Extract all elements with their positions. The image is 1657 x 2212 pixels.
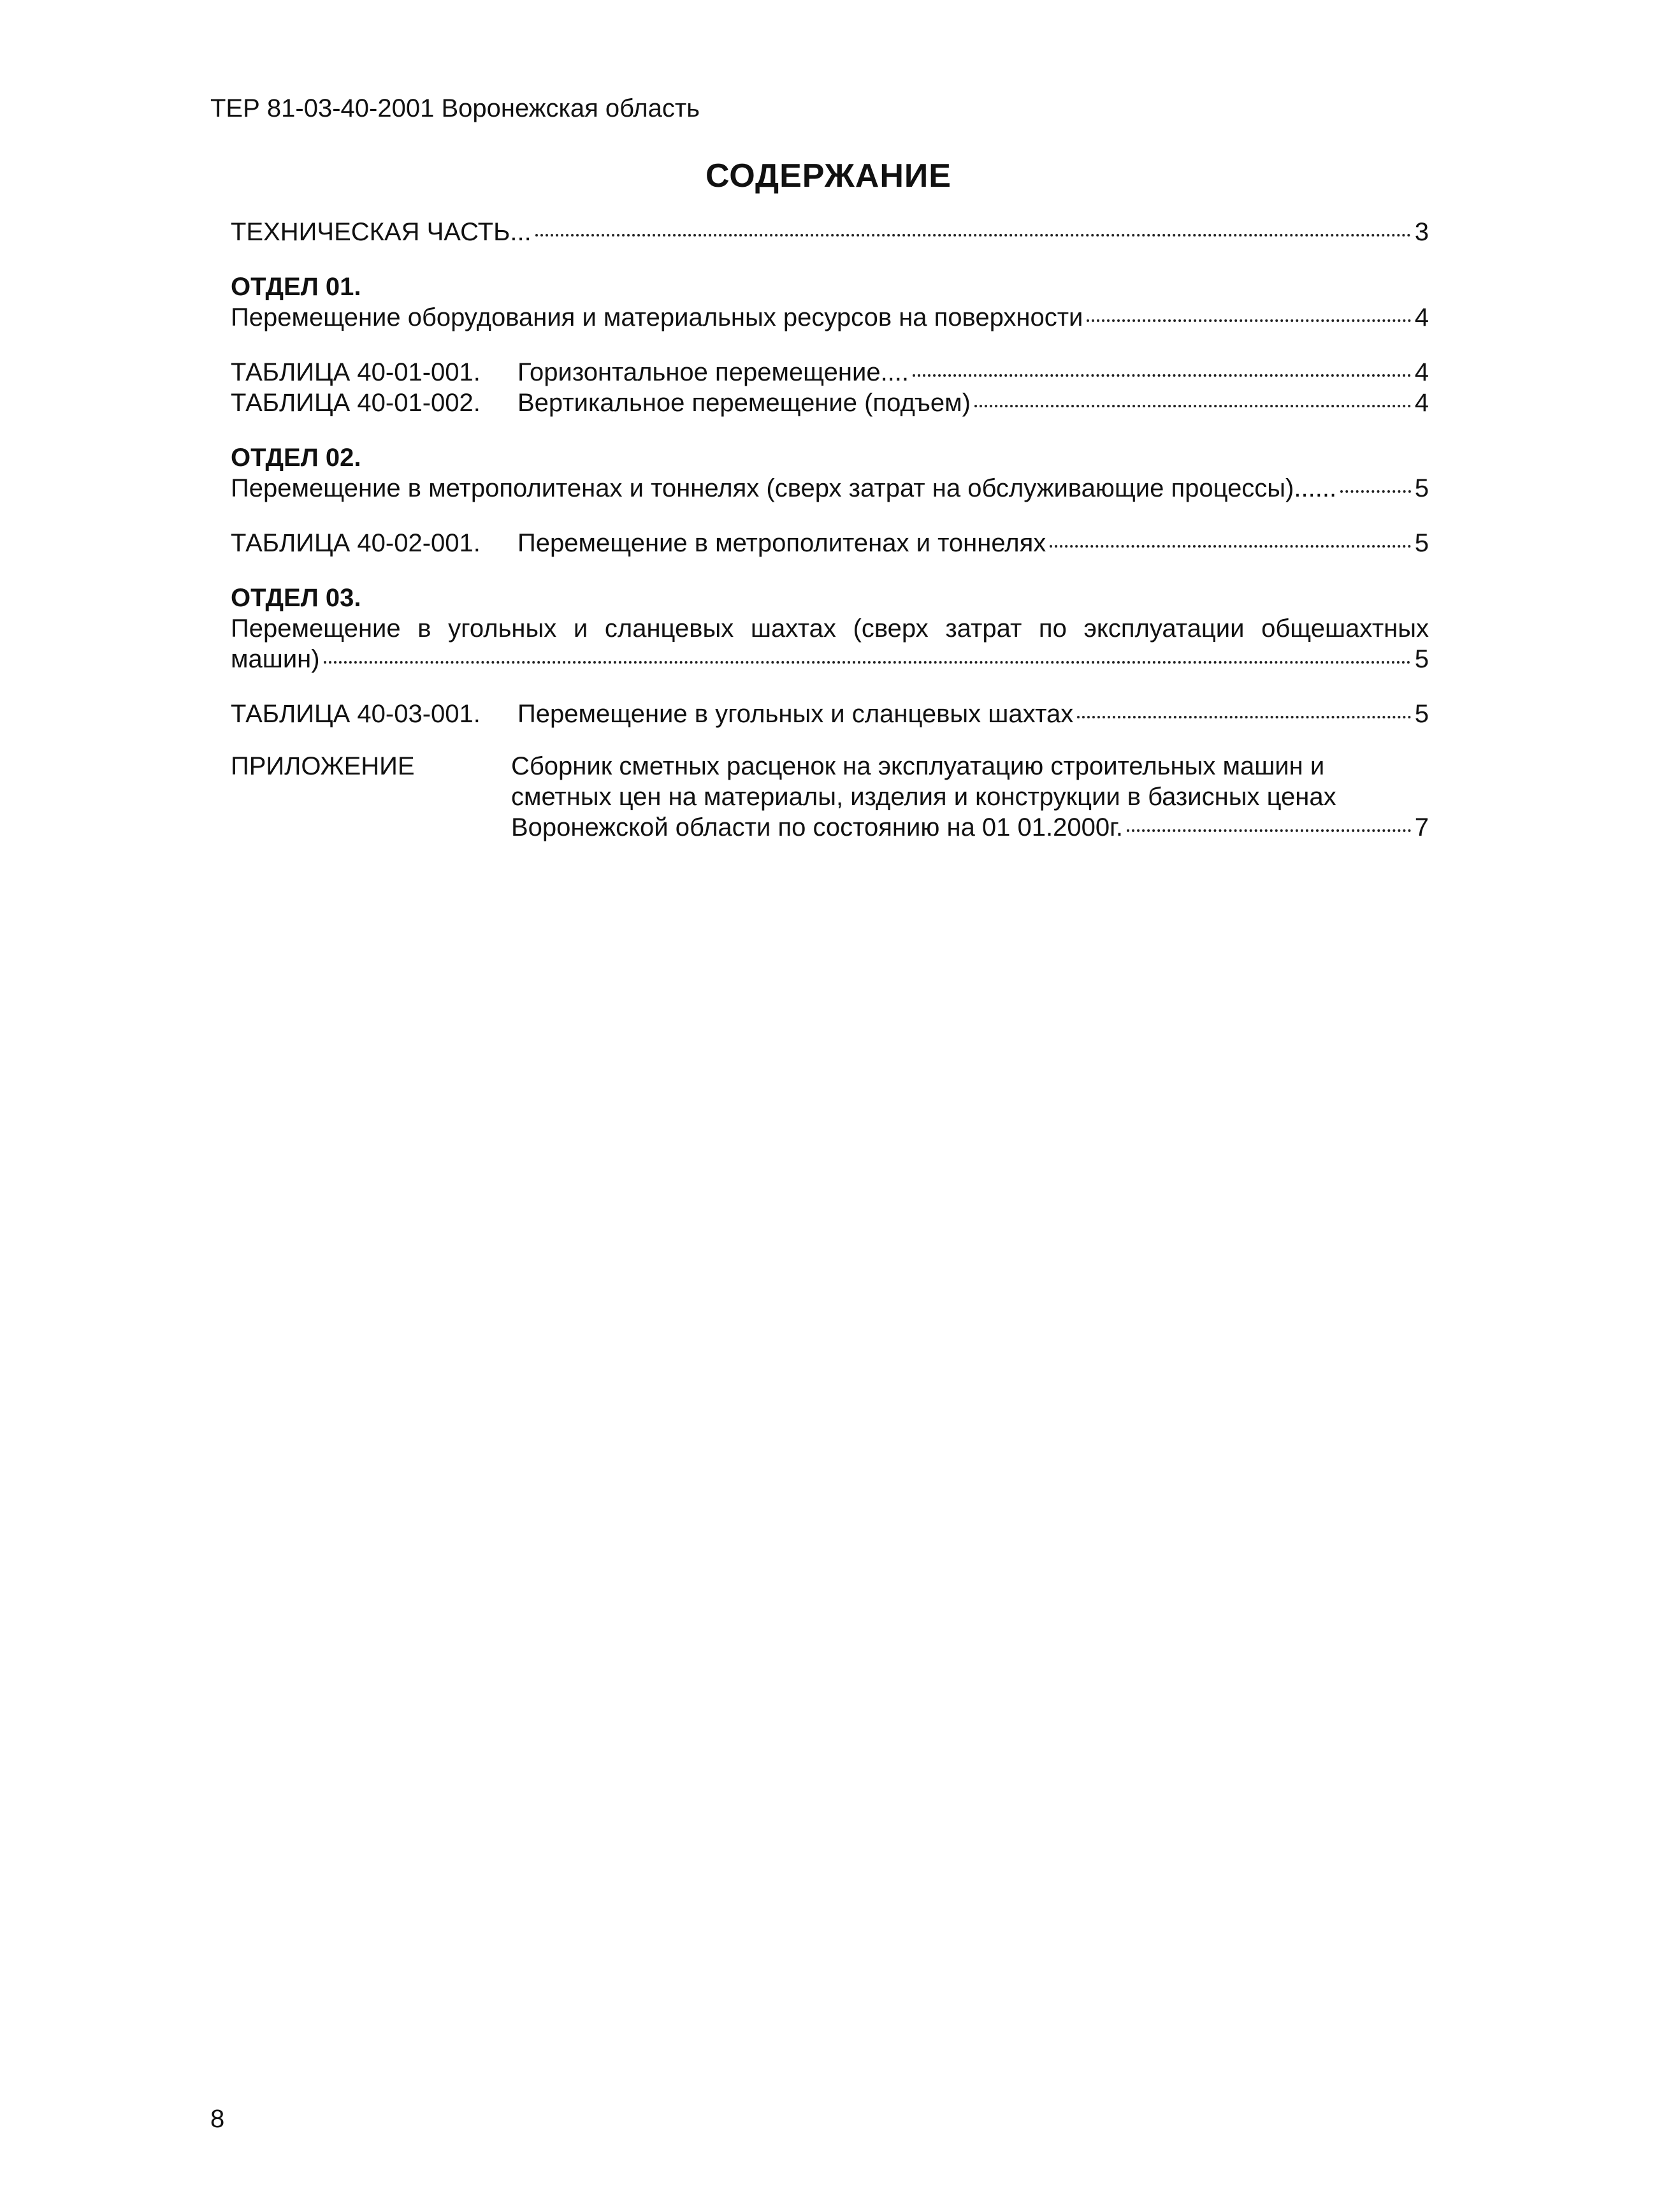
toc-entry-label: Перемещение оборудования и материальных ресурсов на поверхности: [231, 303, 1083, 331]
toc-entry-label: ТЕХНИЧЕСКАЯ ЧАСТЬ...: [231, 218, 532, 246]
table-code: ТАБЛИЦА 40-03-001.: [231, 700, 481, 728]
toc-entry-table-40-01-002[interactable]: [231, 388, 1429, 418]
toc-page-number: 4: [1414, 358, 1429, 386]
toc-entry-section-01[interactable]: [231, 302, 1429, 333]
section-heading-03: ОТДЕЛ 03.: [231, 584, 361, 612]
toc-page-number: 5: [1414, 645, 1429, 673]
toc-page-number: 5: [1414, 529, 1429, 557]
table-title: Вертикальное перемещение (подъем): [517, 389, 971, 417]
dot-leader: [535, 234, 1411, 236]
table-title: Перемещение в метрополитенах и тоннелях: [517, 529, 1046, 557]
appendix-text-line3: Воронежской области по состоянию на 01 01.2000г.: [511, 813, 1123, 841]
table-title: Перемещение в угольных и сланцевых шахтах: [517, 700, 1074, 728]
appendix-text-line1: Сборник сметных расценок на эксплуатацию строительных машин и: [511, 752, 1325, 780]
toc-entry-label-line1: Перемещение в угольных и сланцевых шахтах (сверх затрат по эксплуатации общешахтных: [231, 615, 1429, 643]
spacer: [231, 333, 1429, 357]
toc-entry-appendix[interactable]: [231, 751, 1429, 843]
dot-leader: [1087, 319, 1410, 322]
toc-entry-section-02[interactable]: [231, 473, 1429, 504]
table-code: ТАБЛИЦА 40-01-001.: [231, 358, 481, 386]
running-header: ТЕР 81-03-40-2001 Воронежская область: [210, 94, 700, 122]
toc-entry-label-line2: машин): [231, 645, 320, 673]
dot-leader: [913, 374, 1411, 377]
appendix-label: ПРИЛОЖЕНИЕ: [231, 752, 415, 780]
toc-entry-table-40-02-001[interactable]: [231, 528, 1429, 558]
toc-page-number: 5: [1414, 700, 1429, 728]
toc-page-number: 4: [1414, 303, 1429, 331]
toc-page-number: 4: [1414, 389, 1429, 417]
toc-entry-table-40-03-001[interactable]: [231, 699, 1429, 729]
spacer: [231, 504, 1429, 528]
toc-entry-technical[interactable]: [231, 217, 1429, 247]
page-number: 8: [210, 2105, 225, 2133]
dot-leader: [1077, 716, 1410, 718]
table-of-contents: [231, 217, 1429, 843]
toc-page-number: 3: [1414, 218, 1429, 246]
section-heading-01: ОТДЕЛ 01.: [231, 273, 361, 301]
toc-entry-label: Перемещение в метрополитенах и тоннелях (сверх затрат на обслуживающие процессы)......: [231, 474, 1337, 502]
spacer: [231, 674, 1429, 699]
table-code: ТАБЛИЦА 40-02-001.: [231, 529, 481, 557]
dot-leader: [1340, 490, 1411, 493]
section-heading-02: ОТДЕЛ 02.: [231, 444, 361, 472]
toc-entry-section-03[interactable]: [231, 613, 1429, 674]
dot-leader: [974, 405, 1411, 407]
appendix-text-line2: сметных цен на материалы, изделия и конструкции в базисных ценах: [511, 783, 1336, 811]
dot-leader: [324, 661, 1411, 664]
toc-page-number: 7: [1414, 813, 1429, 841]
table-code: ТАБЛИЦА 40-01-002.: [231, 389, 481, 417]
toc-entry-table-40-01-001[interactable]: [231, 357, 1429, 388]
dot-leader: [1050, 545, 1410, 548]
table-title: Горизонтальное перемещение....: [517, 358, 909, 386]
page-title: СОДЕРЖАНИЕ: [705, 157, 952, 194]
dot-leader: [1127, 829, 1411, 832]
toc-page-number: 5: [1414, 474, 1429, 502]
